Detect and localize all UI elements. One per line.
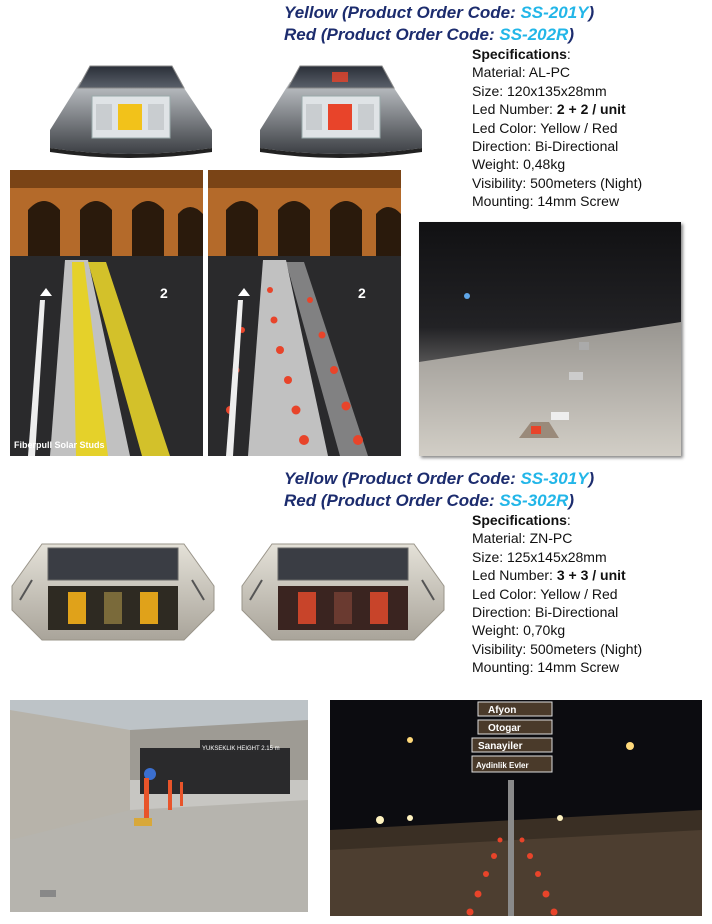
- spec-heading: Specifications:: [472, 46, 571, 62]
- spec-size: Size: 125x145x28mm: [472, 548, 607, 565]
- stud-yellow-image: [30, 52, 230, 164]
- spec-heading: Specifications:: [472, 512, 571, 528]
- stud-red-image-2: [238, 540, 446, 650]
- svg-text:2: 2: [160, 285, 168, 301]
- road-sign: Otogar: [488, 723, 521, 734]
- street-night-photo: [330, 700, 702, 916]
- spec-visibility: Visibility: 500meters (Night): [472, 174, 643, 191]
- order-code: SS-201Y: [520, 3, 589, 22]
- spec-direction: Direction: Bi-Directional: [472, 604, 619, 621]
- svg-text:2: 2: [358, 285, 366, 301]
- product-title-red-2: Red (Product Order Code: SS-302R): [284, 491, 575, 510]
- road-sign: Afyon: [488, 705, 517, 716]
- garage-photo: [10, 700, 308, 912]
- spec-visibility: Visibility: 500meters (Night): [472, 640, 643, 657]
- spec-size: Size: 120x135x28mm: [472, 82, 607, 99]
- spec-mounting: Mounting: 14mm Screw: [472, 193, 620, 210]
- order-code: SS-302R: [499, 491, 569, 510]
- specifications-1: [472, 45, 642, 211]
- spec-led-number: Led Number: 2 + 2 / unit: [472, 101, 626, 118]
- road-photo-red: [208, 170, 401, 456]
- photo-caption: Fiberpull Solar Studs: [14, 440, 105, 450]
- road-sign: Aydinlik Evler: [476, 761, 529, 770]
- stud-red-image: [240, 52, 440, 164]
- product-title-yellow-2: Yellow (Product Order Code: SS-301Y): [284, 469, 595, 488]
- spec-material: Material: ZN-PC: [472, 530, 573, 547]
- spec-material: Material: AL-PC: [472, 64, 571, 81]
- spec-led-color: Led Color: Yellow / Red: [472, 119, 618, 136]
- spec-mounting: Mounting: 14mm Screw: [472, 659, 620, 676]
- garage-height-sign: YUKSEKLIK HEIGHT 2.15 m: [202, 746, 280, 752]
- product-title-red-1: Red (Product Order Code: SS-202R): [284, 25, 575, 44]
- spec-weight: Weight: 0,70kg: [472, 622, 566, 639]
- order-code: SS-202R: [499, 25, 569, 44]
- road-photo-yellow: [10, 170, 203, 456]
- road-photo-night: [419, 222, 681, 456]
- road-sign: Sanayiler: [478, 741, 523, 752]
- spec-led-number: Led Number: 3 + 3 / unit: [472, 567, 626, 584]
- product-title-yellow-1: Yellow (Product Order Code: SS-201Y): [284, 3, 595, 22]
- order-code: SS-301Y: [520, 469, 589, 488]
- spec-led-color: Led Color: Yellow / Red: [472, 585, 618, 602]
- stud-yellow-image-2: [8, 540, 216, 650]
- spec-weight: Weight: 0,48kg: [472, 156, 566, 173]
- specifications-2: [472, 511, 642, 677]
- spec-direction: Direction: Bi-Directional: [472, 138, 619, 155]
